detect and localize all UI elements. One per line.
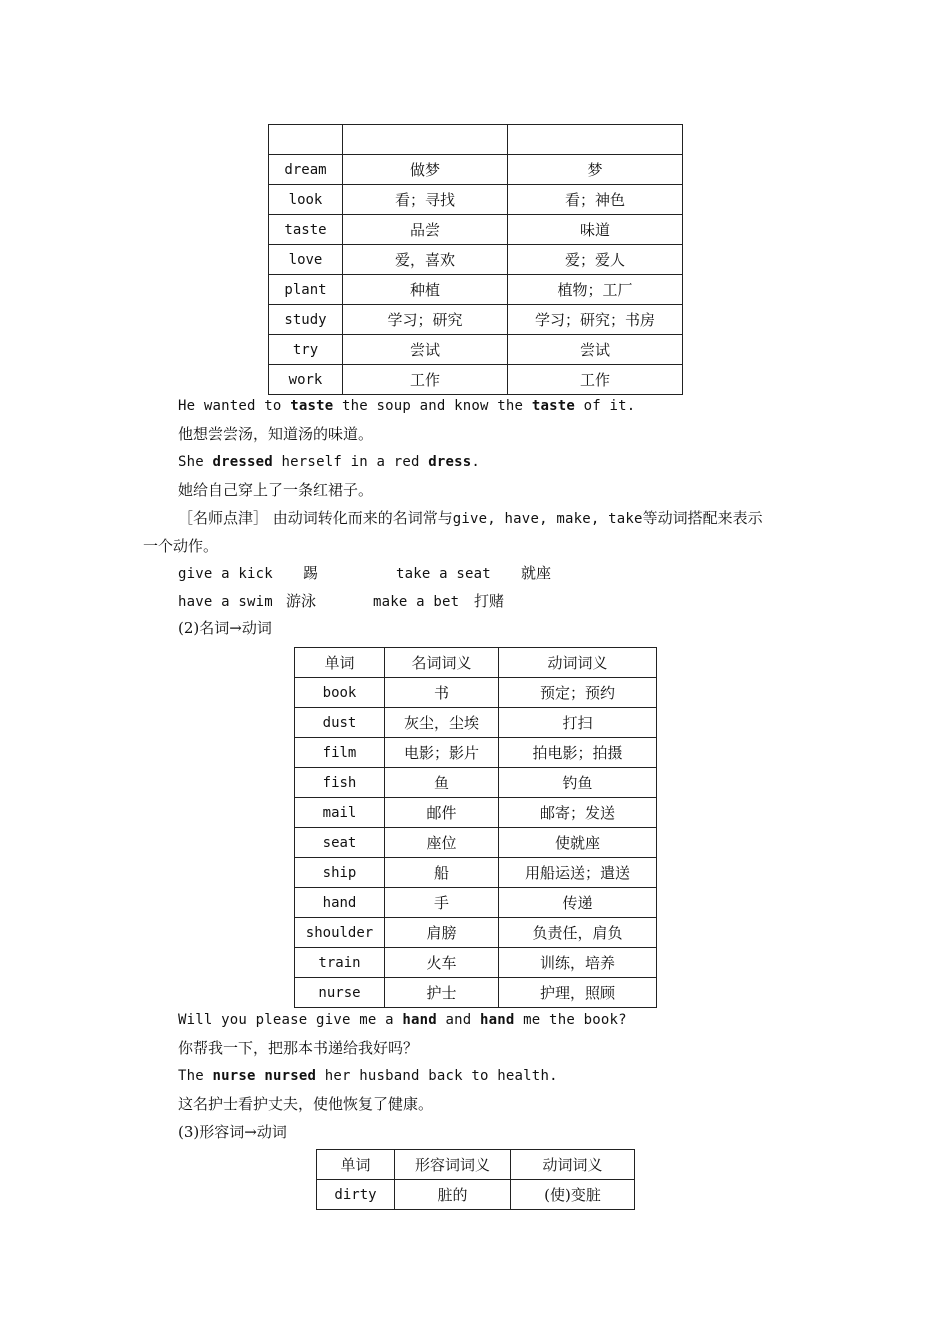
word-cell: fish	[295, 768, 385, 798]
word-cell: ship	[295, 858, 385, 888]
table-header-cell	[269, 125, 343, 155]
phrase: take a seat	[396, 566, 491, 582]
example-sentence-en: She dressed herself in a red dress.	[178, 454, 481, 470]
word-cell: dust	[295, 708, 385, 738]
meaning-cell: 学习；研究	[343, 305, 508, 335]
meaning-cell: 做梦	[343, 155, 508, 185]
meaning-cell: 用船运送；遣送	[499, 858, 657, 888]
example-sentence-cn: 你帮我一下，把那本书递给我好吗？	[178, 1039, 419, 1057]
word-cell: nurse	[295, 978, 385, 1008]
table-row	[295, 678, 657, 708]
example-sentence-en: He wanted to taste the soup and know the taste of it.	[178, 398, 636, 414]
table-row	[295, 978, 657, 1008]
table-header-row	[317, 1150, 635, 1180]
meaning-cell: 工作	[343, 365, 508, 395]
word-cell: shoulder	[295, 918, 385, 948]
table-row	[295, 768, 657, 798]
phrase-meaning: 就座	[521, 564, 552, 582]
word-cell: taste	[269, 215, 343, 245]
vocab-table-adj-verb	[316, 1149, 635, 1210]
meaning-cell: 训练，培养	[499, 948, 657, 978]
teacher-tip-continued: 一个动作。	[143, 537, 219, 555]
meaning-cell: 学习；研究；书房	[508, 305, 683, 335]
example-sentence-cn: 他想尝尝汤，知道汤的味道。	[178, 425, 374, 443]
word-cell: dirty	[317, 1180, 395, 1210]
meaning-cell: 爱，喜欢	[343, 245, 508, 275]
word-cell: book	[295, 678, 385, 708]
word-cell: seat	[295, 828, 385, 858]
meaning-cell: 脏的	[395, 1180, 511, 1210]
word-cell: love	[269, 245, 343, 275]
meaning-cell: (使)变脏	[511, 1180, 635, 1210]
meaning-cell: 打扫	[499, 708, 657, 738]
table-header-row	[269, 125, 683, 155]
phrase-meaning: 踢	[303, 564, 319, 582]
meaning-cell: 火车	[385, 948, 499, 978]
word-cell: dream	[269, 155, 343, 185]
meaning-cell: 爱；爱人	[508, 245, 683, 275]
table-row	[269, 155, 683, 185]
meaning-cell: 肩膀	[385, 918, 499, 948]
meaning-cell: 船	[385, 858, 499, 888]
word-cell: mail	[295, 798, 385, 828]
word-cell: film	[295, 738, 385, 768]
meaning-cell: 尝试	[343, 335, 508, 365]
meaning-cell: 预定；预约	[499, 678, 657, 708]
table-header-cell: 名词词义	[385, 648, 499, 678]
table-header-cell: 单词	[317, 1150, 395, 1180]
meaning-cell: 手	[385, 888, 499, 918]
table-header-cell: 单词	[295, 648, 385, 678]
example-sentence-cn: 她给自己穿上了一条红裙子。	[178, 481, 374, 499]
table-row	[295, 828, 657, 858]
meaning-cell: 电影；影片	[385, 738, 499, 768]
meaning-cell: 植物；工厂	[508, 275, 683, 305]
table-header-cell: 动词词义	[499, 648, 657, 678]
meaning-cell: 护理，照顾	[499, 978, 657, 1008]
table-header-cell	[343, 125, 508, 155]
table-row	[295, 708, 657, 738]
meaning-cell: 负责任，肩负	[499, 918, 657, 948]
teacher-tip: ［名师点津］ 由动词转化而来的名词常与give, have, make, take等动词搭配来表示	[178, 509, 763, 527]
meaning-cell: 使就座	[499, 828, 657, 858]
table-row	[269, 275, 683, 305]
table-row	[295, 888, 657, 918]
table-header-cell	[508, 125, 683, 155]
meaning-cell: 座位	[385, 828, 499, 858]
table-row	[269, 305, 683, 335]
meaning-cell: 传递	[499, 888, 657, 918]
table-row	[295, 738, 657, 768]
word-cell: study	[269, 305, 343, 335]
table-row	[317, 1180, 635, 1210]
example-sentence-en: The nurse nursed her husband back to health.	[178, 1068, 558, 1084]
meaning-cell: 看；寻找	[343, 185, 508, 215]
word-cell: try	[269, 335, 343, 365]
meaning-cell: 邮寄；发送	[499, 798, 657, 828]
phrase-meaning: 打赌	[474, 592, 505, 610]
word-cell: hand	[295, 888, 385, 918]
meaning-cell: 品尝	[343, 215, 508, 245]
word-cell: work	[269, 365, 343, 395]
meaning-cell: 拍电影；拍摄	[499, 738, 657, 768]
meaning-cell: 书	[385, 678, 499, 708]
table-row	[269, 185, 683, 215]
example-sentence-cn: 这名护士看护丈夫，使他恢复了健康。	[178, 1095, 434, 1113]
section-heading: (3)形容词→动词	[178, 1123, 287, 1141]
table-row	[295, 798, 657, 828]
meaning-cell: 种植	[343, 275, 508, 305]
phrase: have a swim	[178, 594, 273, 610]
word-cell: plant	[269, 275, 343, 305]
meaning-cell: 尝试	[508, 335, 683, 365]
phrase: give a kick	[178, 566, 273, 582]
example-sentence-en: Will you please give me a hand and hand me the book?	[178, 1012, 627, 1028]
word-cell: train	[295, 948, 385, 978]
meaning-cell: 鱼	[385, 768, 499, 798]
table-header-cell: 动词词义	[511, 1150, 635, 1180]
table-row	[269, 335, 683, 365]
meaning-cell: 工作	[508, 365, 683, 395]
meaning-cell: 灰尘，尘埃	[385, 708, 499, 738]
meaning-cell: 看；神色	[508, 185, 683, 215]
table-row	[269, 365, 683, 395]
meaning-cell: 梦	[508, 155, 683, 185]
table-row	[269, 215, 683, 245]
table-header-cell: 形容词词义	[395, 1150, 511, 1180]
meaning-cell: 护士	[385, 978, 499, 1008]
vocab-table-verb-noun	[268, 124, 683, 395]
meaning-cell: 味道	[508, 215, 683, 245]
meaning-cell: 钓鱼	[499, 768, 657, 798]
table-row	[295, 948, 657, 978]
word-cell: look	[269, 185, 343, 215]
phrase-meaning: 游泳	[286, 592, 317, 610]
table-header-row	[295, 648, 657, 678]
table-row	[295, 918, 657, 948]
section-heading: (2)名词→动词	[178, 619, 272, 637]
meaning-cell: 邮件	[385, 798, 499, 828]
vocab-table-noun-verb	[294, 647, 657, 1008]
phrase: make a bet	[373, 594, 460, 610]
table-row	[269, 245, 683, 275]
table-row	[295, 858, 657, 888]
